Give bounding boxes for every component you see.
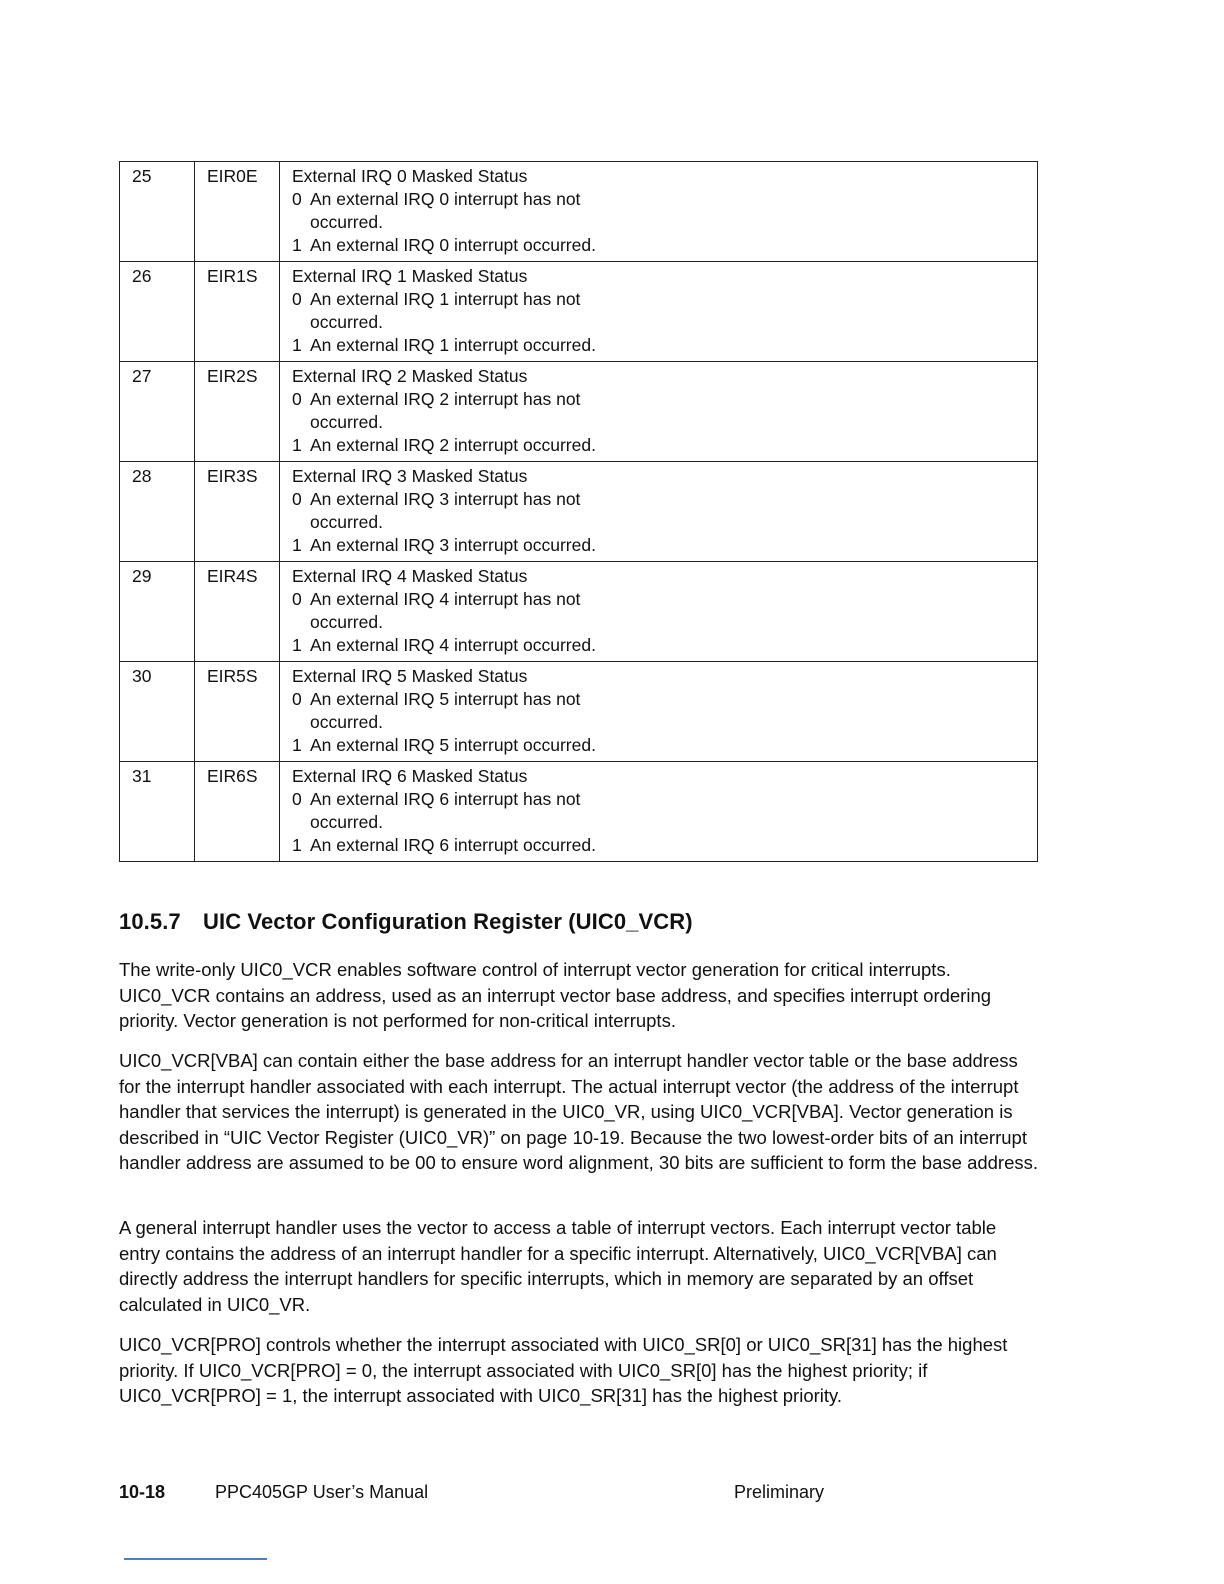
value-1-label: 1 bbox=[292, 235, 302, 255]
field-description bbox=[280, 662, 1038, 762]
value-1-description: 1 An external IRQ 3 interrupt occurred. bbox=[292, 535, 596, 555]
field-name: EIR5S bbox=[195, 662, 280, 762]
value-1-label: 1 bbox=[292, 735, 302, 755]
bit-number: 31 bbox=[120, 762, 195, 862]
footer-page-number: 10-18 bbox=[119, 1482, 166, 1502]
value-1-label: 1 bbox=[292, 835, 302, 855]
value-0-description: 0 An external IRQ 3 interrupt has not occurred. bbox=[292, 489, 581, 532]
value-0-description: 0 An external IRQ 1 interrupt has not occurred. bbox=[292, 289, 581, 332]
value-0-label: 0 bbox=[292, 189, 302, 209]
section-heading bbox=[119, 909, 693, 935]
bit-number: 25 bbox=[120, 162, 195, 262]
value-0-label: 0 bbox=[292, 689, 302, 709]
field-description bbox=[280, 262, 1038, 362]
paragraph-1: The write-only UIC0_VCR enables software control of interrupt vector generation for critical interrupts. UIC0_VCR contains an address, used as an interrupt vector base address, and specifies interrupt ordering priority. Vector generation is not performed for non-critical interrupts. bbox=[119, 959, 992, 1031]
paragraph-4: UIC0_VCR[PRO] controls whether the interrupt associated with UIC0_SR[0] or UIC0_SR[31] has the highest priority. If UIC0_VCR[PRO] = 0, the interrupt associated with UIC0_SR[0] has the highest priority; if UIC0_VCR[PRO] = 1, the interrupt associated with UIC0_SR[31] has the highest priority. bbox=[119, 1334, 1008, 1406]
table-row bbox=[120, 762, 1038, 862]
bit-number: 26 bbox=[120, 262, 195, 362]
value-1-description: 1 An external IRQ 5 interrupt occurred. bbox=[292, 735, 596, 755]
value-1-description: 1 An external IRQ 1 interrupt occurred. bbox=[292, 335, 596, 355]
field-name: EIR3S bbox=[195, 462, 280, 562]
table-row bbox=[120, 262, 1038, 362]
value-1-description: 1 An external IRQ 2 interrupt occurred. bbox=[292, 435, 596, 455]
field-title: External IRQ 3 Masked Status bbox=[292, 466, 528, 486]
register-field-table bbox=[119, 161, 1038, 862]
value-0-label: 0 bbox=[292, 389, 302, 409]
value-1-description: 1 An external IRQ 4 interrupt occurred. bbox=[292, 635, 596, 655]
field-name: EIR4S bbox=[195, 562, 280, 662]
field-title: External IRQ 1 Masked Status bbox=[292, 266, 528, 286]
bit-number: 28 bbox=[120, 462, 195, 562]
field-description bbox=[280, 462, 1038, 562]
field-description bbox=[280, 762, 1038, 862]
register-field-table-body bbox=[120, 162, 1038, 862]
paragraph-2: UIC0_VCR[VBA] can contain either the base address for an interrupt handler vector table or the base address for the interrupt handler associated with each interrupt. The actual interrupt vector (the address of the interrupt handler that services the interrupt) is generated in the UIC0_VR, using UIC0_VCR[VBA]. Vector generation is described in “UIC Vector Register (UIC0_VR)” on page 10-19. Because the two lowest-order bits of an interrupt handler address are assumed to be 00 to ensure word alignment, 30 bits are sufficient to form the base address. bbox=[119, 1050, 1039, 1173]
field-title: External IRQ 6 Masked Status bbox=[292, 766, 528, 786]
field-name: EIR1S bbox=[195, 262, 280, 362]
table-row bbox=[120, 162, 1038, 262]
field-description bbox=[280, 562, 1038, 662]
value-0-description: 0 An external IRQ 0 interrupt has not occurred. bbox=[292, 189, 581, 232]
section-title: UIC Vector Configuration Register (UIC0_VCR) bbox=[203, 909, 693, 934]
field-title: External IRQ 5 Masked Status bbox=[292, 666, 528, 686]
value-0-description: 0 An external IRQ 6 interrupt has not occurred. bbox=[292, 789, 581, 832]
field-name: EIR2S bbox=[195, 362, 280, 462]
value-0-description: 0 An external IRQ 5 interrupt has not occurred. bbox=[292, 689, 581, 732]
value-1-description: 1 An external IRQ 6 interrupt occurred. bbox=[292, 835, 596, 855]
field-title: External IRQ 0 Masked Status bbox=[292, 166, 528, 186]
field-description bbox=[280, 162, 1038, 262]
table-row bbox=[120, 562, 1038, 662]
bit-number: 27 bbox=[120, 362, 195, 462]
field-name: EIR6S bbox=[195, 762, 280, 862]
value-1-description: 1 An external IRQ 0 interrupt occurred. bbox=[292, 235, 596, 255]
value-1-label: 1 bbox=[292, 635, 302, 655]
field-title: External IRQ 2 Masked Status bbox=[292, 366, 528, 386]
value-0-label: 0 bbox=[292, 789, 302, 809]
value-0-label: 0 bbox=[292, 289, 302, 309]
field-name: EIR0E bbox=[195, 162, 280, 262]
table-row bbox=[120, 362, 1038, 462]
section-number: 10.5.7 bbox=[119, 909, 181, 934]
bit-number: 29 bbox=[120, 562, 195, 662]
bit-number: 30 bbox=[120, 662, 195, 762]
bottom-rule bbox=[124, 1558, 267, 1560]
footer-manual-title: PPC405GP User’s Manual bbox=[215, 1482, 429, 1502]
table-row bbox=[120, 662, 1038, 762]
value-0-description: 0 An external IRQ 2 interrupt has not occurred. bbox=[292, 389, 581, 432]
value-0-label: 0 bbox=[292, 589, 302, 609]
value-0-description: 0 An external IRQ 4 interrupt has not occurred. bbox=[292, 589, 581, 632]
paragraph-3: A general interrupt handler uses the vector to access a table of interrupt vectors. Each interrupt vector table entry contains the address of an interrupt handler for a specific interrupt. Alternatively, UIC0_VCR[VBA] can directly address the interrupt handlers for specific interrupts, which in memory are separated by an offset calculated in UIC0_VR. bbox=[119, 1217, 997, 1315]
value-1-label: 1 bbox=[292, 435, 302, 455]
footer-status: Preliminary bbox=[734, 1482, 825, 1502]
value-1-label: 1 bbox=[292, 335, 302, 355]
field-title: External IRQ 4 Masked Status bbox=[292, 566, 528, 586]
field-description bbox=[280, 362, 1038, 462]
value-0-label: 0 bbox=[292, 489, 302, 509]
value-1-label: 1 bbox=[292, 535, 302, 555]
table-row bbox=[120, 462, 1038, 562]
